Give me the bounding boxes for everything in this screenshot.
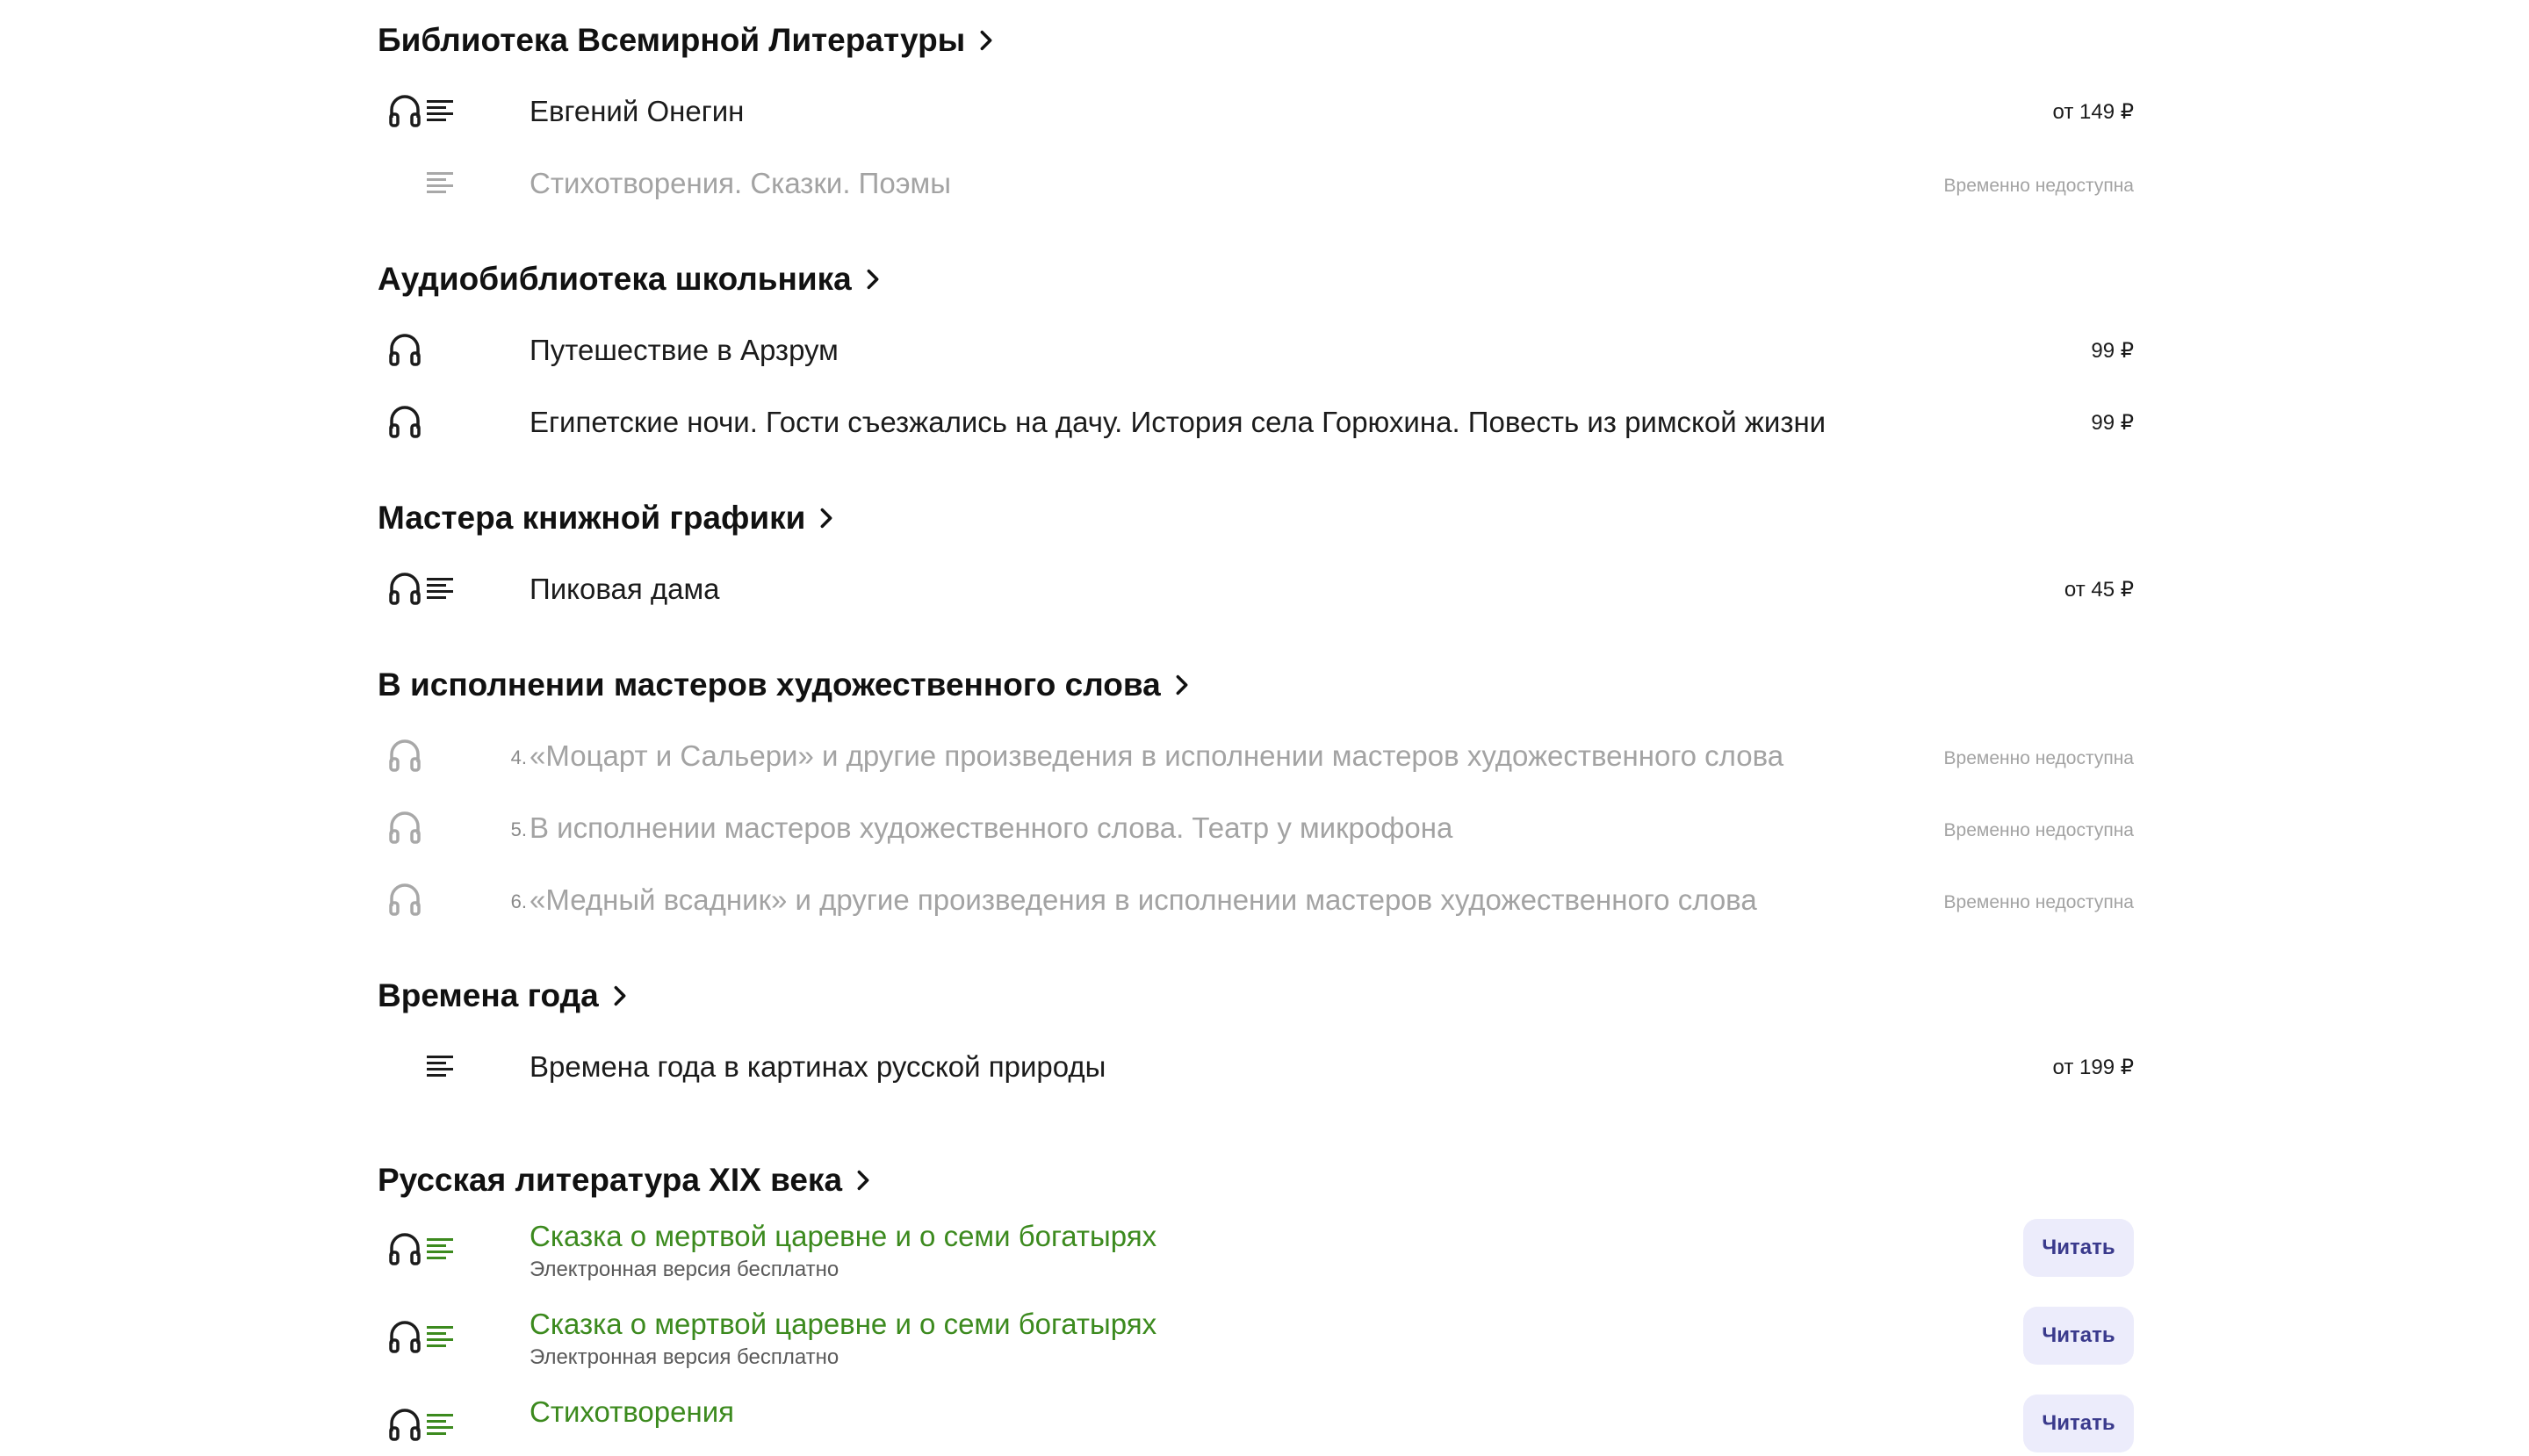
series-title-school-audio[interactable]	[378, 258, 885, 300]
format-icons	[388, 93, 476, 128]
price: от 45 ₽	[2064, 578, 2134, 602]
text-lines-icon	[427, 170, 453, 195]
series-title-seasons[interactable]	[378, 975, 632, 1017]
text-lines-icon	[427, 1412, 453, 1437]
headphones-icon	[388, 93, 422, 128]
list-item[interactable]	[378, 1219, 2134, 1280]
series-title-text[interactable]: Времена года	[378, 977, 599, 1013]
format-icons	[388, 1407, 476, 1442]
headphones-icon	[388, 1319, 422, 1354]
chevron-right-icon	[861, 267, 885, 292]
list-item[interactable]	[378, 79, 2134, 141]
series-title-world-literature[interactable]	[378, 19, 998, 61]
format-icons	[388, 1049, 476, 1084]
item-number: 5.	[510, 818, 527, 840]
book-title[interactable]: Пиковая дама	[530, 573, 720, 605]
book-title[interactable]: Стихотворения	[530, 1395, 734, 1428]
item-number: 4.	[510, 746, 527, 768]
book-title[interactable]: Сказка о мертвой царевне и о семи богатырях	[530, 1308, 1157, 1340]
list-item[interactable]	[378, 796, 2134, 857]
chevron-right-icon	[814, 506, 839, 530]
text-lines-icon	[427, 1236, 453, 1261]
headphones-icon	[388, 810, 422, 845]
series-title-text[interactable]: Библиотека Всемирной Литературы	[378, 22, 966, 58]
list-item[interactable]	[378, 318, 2134, 379]
book-title[interactable]: Стихотворения. Сказки. Поэмы	[530, 167, 951, 199]
chevron-right-icon	[851, 1168, 875, 1193]
book-title[interactable]: «Медный всадник» и другие произведения в исполнении мастеров художественного слова	[530, 883, 1757, 916]
read-button[interactable]: Читать	[2023, 1219, 2134, 1277]
format-icons	[388, 332, 476, 367]
format-icons	[388, 165, 476, 200]
text-lines-icon	[427, 576, 453, 601]
list-item[interactable]	[378, 151, 2134, 213]
format-icons	[388, 882, 476, 917]
book-title[interactable]: Египетские ночи. Гости съезжались на дачу. История села Горюхина. Повесть из римской жизни	[530, 406, 1826, 438]
text-lines-icon	[427, 1054, 453, 1078]
item-number: 6.	[510, 890, 527, 912]
book-title[interactable]: «Моцарт и Сальери» и другие произведения в исполнении мастеров художественного слова	[530, 739, 1784, 772]
series-title-text[interactable]: Мастера книжной графики	[378, 500, 806, 536]
chevron-right-icon	[1170, 673, 1194, 697]
chevron-right-icon	[608, 984, 632, 1008]
series-title-text[interactable]: Аудиобиблиотека школьника	[378, 261, 852, 297]
series-list	[378, 0, 2134, 1435]
format-icons	[388, 810, 476, 845]
availability-status: Временно недоступна	[1943, 176, 2134, 196]
read-button[interactable]: Читать	[2023, 1395, 2134, 1452]
chevron-right-icon	[974, 28, 998, 53]
price: от 199 ₽	[2052, 1056, 2134, 1079]
headphones-icon	[388, 882, 422, 917]
headphones-icon	[388, 404, 422, 439]
format-icons	[388, 571, 476, 606]
price: от 149 ₽	[2052, 100, 2134, 124]
series-title-russian-literature-19[interactable]	[378, 1159, 875, 1201]
book-title[interactable]: Времена года в картинах русской природы	[530, 1050, 1106, 1083]
headphones-icon	[388, 332, 422, 367]
text-lines-icon	[427, 98, 453, 123]
list-item[interactable]	[378, 724, 2134, 785]
format-icons	[388, 1319, 476, 1354]
price: 99 ₽	[2091, 339, 2134, 363]
free-version-note: Электронная версия бесплатно	[530, 1345, 839, 1369]
read-button[interactable]: Читать	[2023, 1307, 2134, 1365]
availability-status: Временно недоступна	[1943, 748, 2134, 768]
headphones-icon	[388, 571, 422, 606]
headphones-icon	[388, 1231, 422, 1266]
series-title-text[interactable]: Русская литература XIX века	[378, 1162, 843, 1198]
list-item[interactable]	[378, 1395, 2134, 1456]
availability-status: Временно недоступна	[1943, 892, 2134, 912]
free-version-note: Электронная версия бесплатно	[530, 1258, 839, 1281]
series-title-book-graphics[interactable]	[378, 497, 839, 539]
series-title-masters-of-word[interactable]	[378, 664, 1194, 706]
format-icons	[388, 1231, 476, 1266]
list-item[interactable]	[378, 557, 2134, 618]
availability-status: Временно недоступна	[1943, 820, 2134, 840]
book-title[interactable]: Сказка о мертвой царевне и о семи богатырях	[530, 1220, 1157, 1252]
list-item[interactable]	[378, 868, 2134, 929]
format-icons	[388, 738, 476, 773]
book-title[interactable]: Евгений Онегин	[530, 95, 745, 127]
series-title-text[interactable]: В исполнении мастеров художественного слова	[378, 667, 1161, 703]
text-lines-icon	[427, 1324, 453, 1349]
price: 99 ₽	[2091, 411, 2134, 435]
headphones-icon	[388, 738, 422, 773]
list-item[interactable]	[378, 1307, 2134, 1368]
headphones-icon	[388, 1407, 422, 1442]
book-title[interactable]: В исполнении мастеров художественного слова. Театр у микрофона	[530, 811, 1453, 844]
format-icons	[388, 404, 476, 439]
list-item[interactable]	[378, 390, 2134, 451]
list-item[interactable]	[378, 1034, 2134, 1096]
book-title[interactable]: Путешествие в Арзрум	[530, 334, 839, 366]
